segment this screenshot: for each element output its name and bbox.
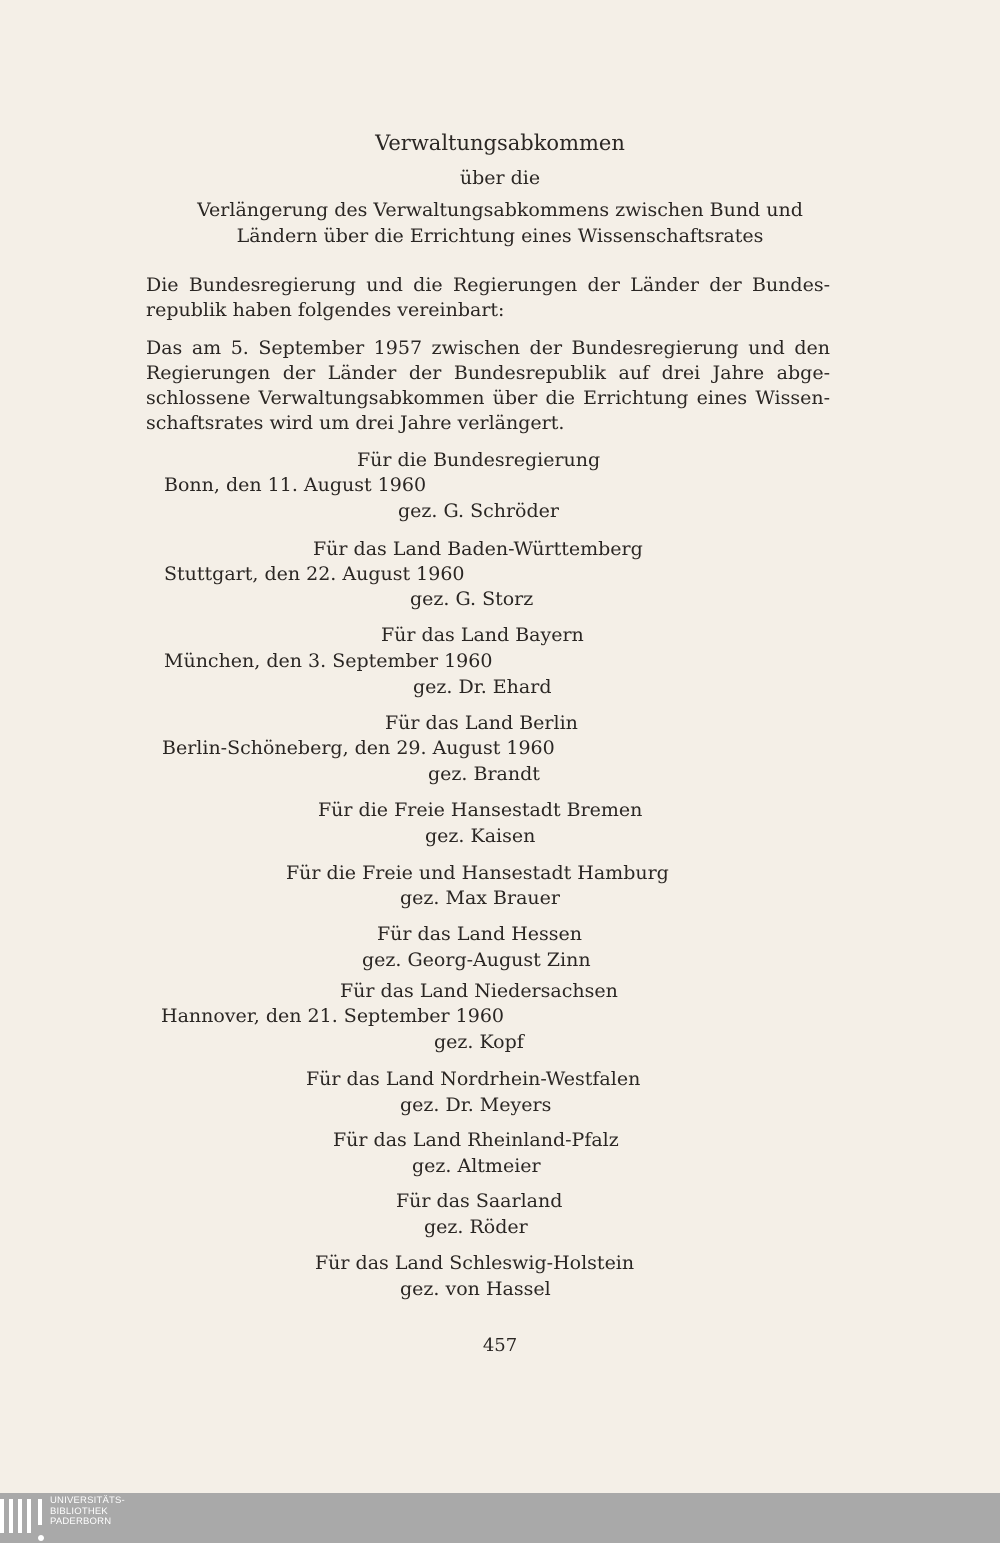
library-name-line-2: BIBLIOTHEK [50, 1505, 108, 1517]
signature-bayern: gez. Dr. Ehard [413, 676, 552, 698]
signatory-schleswig-holstein: Für das Land Schleswig-Holstein [315, 1252, 635, 1274]
library-name-line-3: PADERBORN [50, 1516, 112, 1527]
paragraph-2-line-2: Regierungen der Länder der Bundesrepublik auf drei Jahre abge- [146, 362, 830, 384]
library-footer-bar [0, 1493, 1000, 1543]
paragraph-2-line-4: schaftsrates wird um drei Jahre verlängert. [146, 412, 565, 434]
signatory-hessen: Für das Land Hessen [377, 923, 583, 945]
signature-berlin: gez. Brandt [428, 763, 540, 785]
signatory-bundesregierung: Für die Bundesregierung [357, 449, 601, 471]
place-date-berlin: Berlin-Schöneberg, den 29. August 1960 [162, 737, 555, 759]
signature-hessen: gez. Georg-August Zinn [362, 949, 591, 971]
signature-hamburg: gez. Max Brauer [400, 887, 560, 909]
place-date-bundesregierung: Bonn, den 11. August 1960 [164, 474, 427, 496]
signature-schleswig-holstein: gez. von Hassel [400, 1278, 551, 1300]
signature-baden-wuerttemberg: gez. G. Storz [410, 588, 534, 610]
page-number: 457 [482, 1335, 518, 1356]
signature-bundesregierung: gez. G. Schröder [398, 500, 559, 522]
subtitle-line-2: Verlängerung des Verwaltungsabkommens zwischen Bund und [197, 199, 803, 221]
signatory-saarland: Für das Saarland [396, 1190, 563, 1212]
paragraph-1-line-2: republik haben folgendes vereinbart: [146, 299, 505, 321]
signature-bremen: gez. Kaisen [425, 825, 536, 847]
library-name [50, 1496, 125, 1528]
signatory-nordrhein-westfalen: Für das Land Nordrhein-Westfalen [306, 1068, 641, 1090]
signatory-bremen: Für die Freie Hansestadt Bremen [318, 799, 643, 821]
signatory-rheinland-pfalz: Für das Land Rheinland-Pfalz [333, 1129, 619, 1151]
place-date-niedersachsen: Hannover, den 21. September 1960 [161, 1005, 505, 1027]
place-date-baden-wuerttemberg: Stuttgart, den 22. August 1960 [164, 563, 465, 585]
place-date-bayern: München, den 3. September 1960 [164, 650, 493, 672]
signatory-baden-wuerttemberg: Für das Land Baden-Württemberg [313, 538, 643, 560]
signature-niedersachsen: gez. Kopf [434, 1031, 524, 1053]
paragraph-1-line-1: Die Bundesregierung und die Regierungen der Länder der Bundes- [146, 274, 830, 296]
signature-nordrhein-westfalen: gez. Dr. Meyers [400, 1094, 552, 1116]
subtitle-line-3: Ländern über die Errichtung eines Wissenschaftsrates [236, 225, 764, 247]
subtitle-line-1: über die [459, 167, 541, 189]
paragraph-2-line-1: Das am 5. September 1957 zwischen der Bundesregierung und den [146, 337, 830, 359]
signatory-niedersachsen: Für das Land Niedersachsen [340, 980, 618, 1002]
library-name-line-1: UNIVERSITÄTS- [50, 1495, 125, 1506]
signatory-bayern: Für das Land Bayern [381, 624, 584, 646]
signature-rheinland-pfalz: gez. Altmeier [412, 1155, 541, 1177]
document-title: Verwaltungsabkommen [375, 131, 625, 155]
signature-saarland: gez. Röder [424, 1216, 528, 1238]
signatory-berlin: Für das Land Berlin [385, 712, 578, 734]
paragraph-2-line-3: schlossene Verwaltungsabkommen über die Errichtung eines Wissen- [146, 387, 830, 409]
signatory-hamburg: Für die Freie und Hansestadt Hamburg [286, 862, 669, 884]
